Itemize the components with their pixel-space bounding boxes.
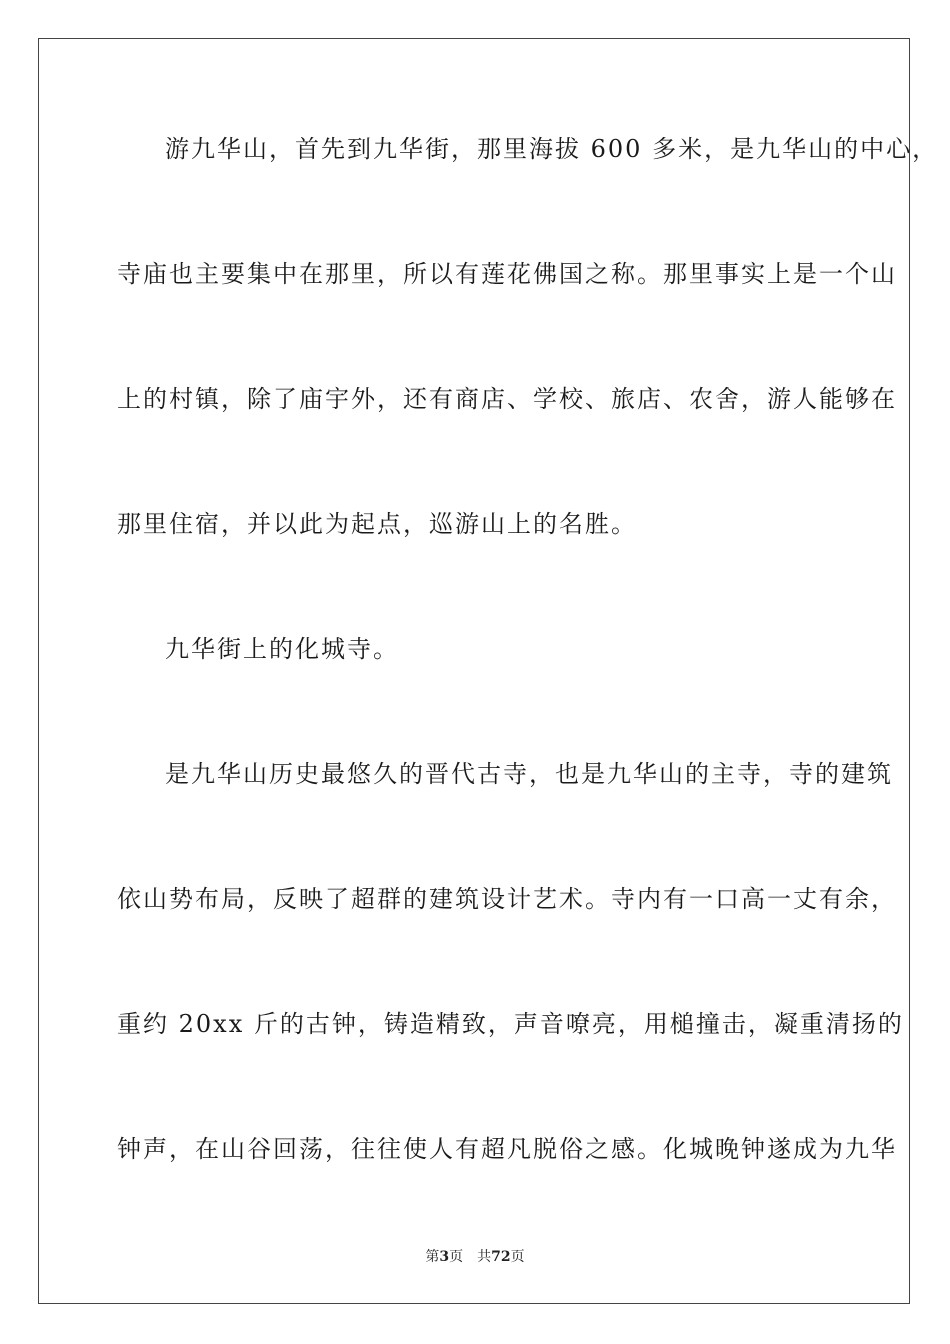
body-text-line-2: 寺庙也主要集中在那里，所以有莲花佛国之称。那里事实上是一个山 <box>117 260 897 288</box>
body-text-line-9: 钟声，在山谷回荡，往往使人有超凡脱俗之感。化城晚钟遂成为九华 <box>117 1135 897 1163</box>
page-suffix: 页 <box>449 1249 464 1265</box>
total-pages: 72 <box>491 1249 511 1265</box>
total-prefix: 共 <box>477 1249 492 1265</box>
body-text-line-3: 上的村镇，除了庙宇外，还有商店、学校、旅店、农舍，游人能够在 <box>117 385 897 413</box>
total-suffix: 页 <box>510 1249 525 1265</box>
body-text-line-4: 那里住宿，并以此为起点，巡游山上的名胜。 <box>117 510 637 538</box>
body-text-line-8: 重约 20xx 斤的古钟，铸造精致，声音嘹亮，用槌撞击，凝重清扬的 <box>117 1010 904 1038</box>
body-text-line-7: 依山势布局，反映了超群的建筑设计艺术。寺内有一口高一丈有余， <box>117 885 897 913</box>
body-text-line-5: 九华街上的化城寺。 <box>165 635 399 663</box>
page-border <box>38 38 910 1304</box>
page-footer <box>0 1248 950 1266</box>
page-prefix: 第 <box>425 1249 440 1265</box>
body-text-line-1: 游九华山，首先到九华街，那里海拔 600 多米，是九华山的中心， <box>165 135 939 163</box>
page-number: 3 <box>439 1249 450 1265</box>
body-text-line-6: 是九华山历史最悠久的晋代古寺，也是九华山的主寺，寺的建筑 <box>165 760 893 788</box>
